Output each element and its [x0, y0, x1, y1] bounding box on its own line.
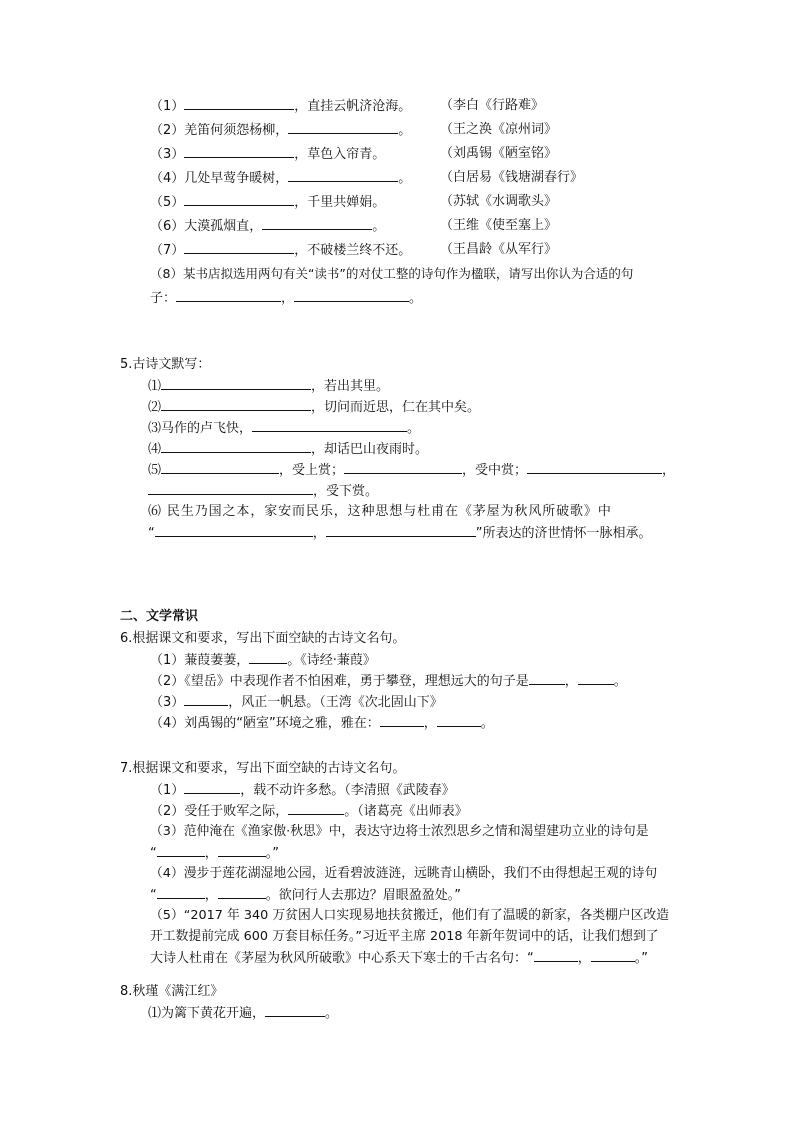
answer-blank[interactable] [527, 461, 662, 474]
answer-blank[interactable] [249, 651, 287, 664]
q5-line-7: ⑹ 民生乃国之本，家安而民乐，这种思想与杜甫在《茅屋为秋风所破歌》中 [148, 504, 612, 519]
answer-blank[interactable] [161, 440, 311, 453]
q5-line-3: ⑶马作的卢飞快， 。 [148, 421, 421, 436]
q6-line-2: （2）《望岳》中表现作者不怕困难，勇于攀登，理想远大的句子是 ， 。 [150, 674, 627, 689]
answer-blank[interactable] [252, 419, 407, 432]
answer-blank[interactable] [148, 482, 313, 495]
q5-line-2: ⑵ ，切问而近思，仁在其中矣。 [148, 400, 481, 415]
q4-item-3: （3） ，草色入帘青。 [150, 147, 386, 162]
source-citation: （王昌龄《从军行》 [440, 242, 558, 257]
answer-blank[interactable] [184, 693, 228, 706]
q7-title: 7.根据课文和要求，写出下面空缺的古诗文名句。 [120, 761, 406, 776]
answer-blank[interactable] [591, 949, 635, 962]
answer-blank[interactable] [161, 377, 311, 390]
answer-blank[interactable] [157, 886, 205, 899]
answer-blank[interactable] [218, 886, 266, 899]
q4-item-2: （2）羌笛何须怨杨柳， 。 [150, 123, 412, 138]
answer-blank[interactable] [184, 241, 294, 254]
q7-line-1: （1） ，载不动许多愁。（李清照《武陵春》 [150, 783, 455, 798]
q5-line-5: ⑸ ，受上赏； ，受中赏； ， [148, 463, 676, 478]
q7-line-5: （4）漫步于莲花湖湿地公园，近看碧波涟涟，远眺青山横卧，我们不由得想起王观的诗句 [150, 866, 658, 881]
answer-blank[interactable] [294, 289, 409, 302]
q5-line-6: ，受下赏。 [148, 482, 378, 501]
answer-blank[interactable] [161, 461, 279, 474]
q5-line-4: ⑷ ，却话巴山夜雨时。 [148, 442, 429, 457]
q8-title: 8.秋瑾《满江红》 [120, 984, 224, 999]
answer-blank[interactable] [161, 398, 311, 411]
answer-blank[interactable] [326, 524, 476, 537]
q7-line-2: （2）受任于败军之际， 。（诸葛亮《出师表》 [150, 804, 468, 819]
q8-line-1: ⑴为篱下黄花开遍， 。 [148, 1006, 339, 1021]
answer-blank[interactable] [218, 844, 266, 857]
q4-item-4: （4）几处早莺争暖树， 。 [150, 171, 412, 186]
q6-line-1: （1）蒹葭萋萋， 。《诗经·蒹葭》 [150, 653, 376, 668]
q6-line-4: （4）刘禹锡的“陋室”环境之雅，雅在： ， 。 [150, 716, 494, 731]
answer-blank[interactable] [529, 672, 565, 685]
answer-blank[interactable] [184, 781, 240, 794]
answer-blank[interactable] [176, 289, 281, 302]
answer-blank[interactable] [184, 193, 294, 206]
answer-blank[interactable] [288, 121, 398, 134]
answer-blank[interactable] [578, 672, 614, 685]
q7-line-3: （3）范仲淹在《渔家傲·秋思》中，表达守边将士浓烈思乡之情和渴望建功立业的诗句是 [150, 824, 649, 839]
q4-item-8: （8）某书店拟选用两句有关“读书”的对仗工整的诗句作为楹联，请写出你认为合适的句 [150, 266, 634, 281]
q4-item-6: （6）大漠孤烟直， 。 [150, 219, 386, 234]
q7-line-7: （5）“2017 年 340 万贫困人口实现易地扶贫搬迁，他们有了温暖的新家，各类棚户区改造 [150, 908, 670, 923]
source-citation: （王维《使至塞上》 [440, 218, 558, 233]
q5-line-1: ⑴ ，若出其里。 [148, 379, 390, 394]
q6-title: 6.根据课文和要求，写出下面空缺的古诗文名句。 [120, 631, 406, 646]
answer-blank[interactable] [184, 97, 294, 110]
source-citation: （白居易《钱塘湖春行》 [440, 170, 584, 185]
answer-blank[interactable] [262, 217, 372, 230]
q5-line-8: “ ， ”所表达的济世情怀一脉相承。 [148, 526, 652, 541]
source-citation: （苏轼《水调歌头》 [440, 194, 558, 209]
q5-title: 5.古诗文默写： [120, 357, 211, 372]
source-citation: （李白《行路难》 [440, 98, 545, 113]
item-number: （1） [150, 99, 185, 114]
q7-line-6: “ ， 。欲问行人去那边？眉眼盈盈处。” [150, 888, 462, 903]
answer-blank[interactable] [534, 949, 578, 962]
q4-item-7: （7） ，不破楼兰终不还。 [150, 243, 412, 258]
section-heading: 二、文学常识 [120, 609, 199, 624]
answer-blank[interactable] [288, 802, 344, 815]
answer-blank[interactable] [157, 844, 205, 857]
q4-item-5: （5） ，千里共婵娟。 [150, 195, 386, 210]
q4-item-1: （1） ，直挂云帆济沧海。 [150, 99, 412, 114]
answer-blank[interactable] [184, 145, 294, 158]
answer-blank[interactable] [288, 169, 398, 182]
answer-blank[interactable] [437, 714, 481, 727]
source-citation: （王之涣《凉州词》 [440, 122, 558, 137]
q7-line-4: “ ， 。” [150, 846, 280, 861]
answer-blank[interactable] [265, 1004, 325, 1017]
q4-item-8-answer: 子： ， 。 [150, 291, 423, 306]
q6-line-3: （3） ，风正一帆悬。（王湾《次北固山下》 [150, 695, 443, 710]
answer-blank[interactable] [344, 461, 462, 474]
q7-line-8: 开工数提前完成 600 万套目标任务。”习近平主席 2018 年新年贺词中的话，让我们想到了 [150, 929, 659, 944]
answer-blank[interactable] [155, 524, 313, 537]
q7-line-9: 大诗人杜甫在《茅屋为秋风所破歌》中心系天下寒士的千古名句：“ ， 。” [150, 951, 649, 966]
answer-blank[interactable] [380, 714, 424, 727]
source-citation: （刘禹锡《陋室铭》 [440, 146, 558, 161]
